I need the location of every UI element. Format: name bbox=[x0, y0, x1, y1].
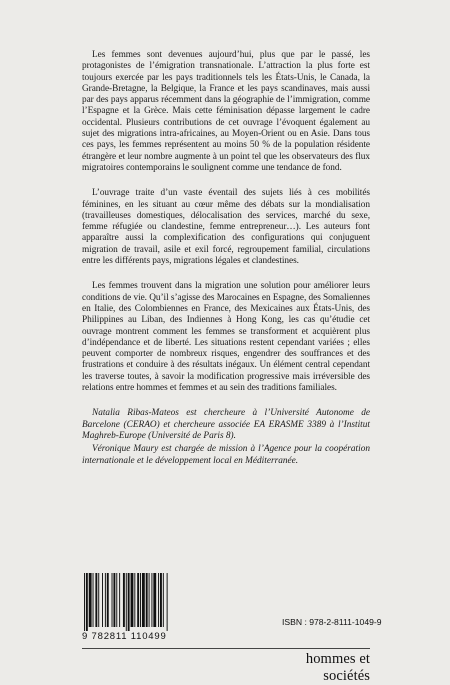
barcode-bar bbox=[151, 573, 152, 627]
barcode-bar bbox=[112, 573, 113, 627]
series-title: hommes et sociétés bbox=[305, 651, 370, 684]
divider-line bbox=[82, 648, 370, 649]
barcode-block bbox=[82, 573, 202, 645]
barcode-bar bbox=[134, 573, 135, 627]
barcode-bar bbox=[98, 573, 99, 627]
barcode-bar bbox=[142, 573, 145, 627]
barcode-bar bbox=[119, 573, 120, 627]
barcode-image bbox=[82, 573, 198, 631]
paragraph-2: L’ouvrage traite d’un vaste éventail des sujets liés à ces mobilités féminines, en les situant au cœur même des débats sur la mondialisation (travailleuses domestiques, délocalisation des services, marché du sexe, femme réfugiée ou clandestine, femme entrepreneur…). Les auteurs font apparaître aussi la complexification des configurations qui conjuguent migration de travail, asile et exil forcé, regroupement familial, circulations entre les différents pays, migrations légales et clandestines. bbox=[82, 188, 370, 267]
barcode-bar bbox=[116, 573, 117, 627]
author-bios bbox=[82, 408, 370, 466]
author-bio-1: Natalia Ribas-Mateos est chercheure à l’Université Autonome de Barcelone (CERAO) et chercheure associée EA ERASME 3389 à l’Institut Maghreb-Europe (Université de Paris 8). bbox=[82, 408, 370, 441]
barcode-bar bbox=[146, 573, 148, 627]
barcode-bar bbox=[123, 573, 125, 627]
isbn-label: ISBN : 978-2-8111-1049-9 bbox=[282, 617, 382, 627]
barcode-number: 9 782811 110499 bbox=[82, 631, 167, 642]
barcode-bar bbox=[95, 573, 97, 627]
barcode-bar bbox=[102, 573, 103, 627]
back-cover-text bbox=[82, 50, 370, 469]
barcode-bar bbox=[84, 573, 85, 631]
barcode-bar bbox=[149, 573, 150, 627]
barcode-bar bbox=[167, 573, 168, 631]
barcode-bar bbox=[86, 573, 88, 631]
barcode-bar bbox=[137, 573, 139, 627]
barcode-bar bbox=[128, 573, 130, 631]
barcode-bar bbox=[105, 573, 106, 627]
barcode-bar bbox=[153, 573, 156, 627]
barcode-bar bbox=[131, 573, 134, 627]
barcode-bar bbox=[107, 573, 109, 627]
barcode-bar bbox=[93, 573, 94, 627]
barcode-bar bbox=[126, 573, 127, 631]
paragraph-1: Les femmes sont devenues aujourd’hui, plus que par le passé, les protagonistes de l’émigration transnationale. L’attraction la plus forte est toujours exercée par les pays traditionnels tels les États-Unis, le Canada, la Grande-Bretagne, la Belgique, la France et les pays scandinaves, mais aussi par des pays apparus récemment dans la géographie de l’immigration, comme l’Espagne et la Grèce. Mais cette féminisation dépasse largement le cadre occidental. Plusieurs contributions de cet ouvrage l’évoquent également au sujet des migrations intra-africaines, au Moyen-Orient ou en Asie. Dans tous ces pays, les femmes représentent au moins 50 % de la population résidente étrangère et leur nombre augmente à un point tel que les observateurs des flux migratoires contemporains le soulignent comme une tendance de fond. bbox=[82, 50, 370, 173]
barcode-bar bbox=[163, 573, 164, 627]
barcode-bar bbox=[113, 573, 115, 627]
barcode-bar bbox=[140, 573, 141, 627]
barcode-bar bbox=[89, 573, 92, 627]
author-bio-2: Véronique Maury est chargée de mission à l’Agence pour la coopération internationale et le développement local en Méditerranée. bbox=[82, 444, 370, 466]
paragraph-3: Les femmes trouvent dans la migration une solution pour améliorer leurs conditions de vie. Qu’il s’agisse des Marocaines en Espagne, des Somaliennes en Italie, des Colombiennes en France, des Mexicaines aux États-Unis, des Philippines au Liban, des Indiennes à Hong Kong, les cas qu’étudie cet ouvrage montrent comment les femmes se transforment et acquièrent plus d’indépendance et de liberté. Les situations restent cependant variées ; elles peuvent comporter de nombreux risques, engendrer des souffrances et des frustrations et conduire à des résultats inégaux. Un élément central cependant les traverse toutes, à savoir la modification progressive mais irréversible des relations entre hommes et femmes et au sein des traditions familiales. bbox=[82, 281, 370, 394]
barcode-bar bbox=[160, 573, 162, 627]
barcode-bar bbox=[158, 573, 159, 627]
